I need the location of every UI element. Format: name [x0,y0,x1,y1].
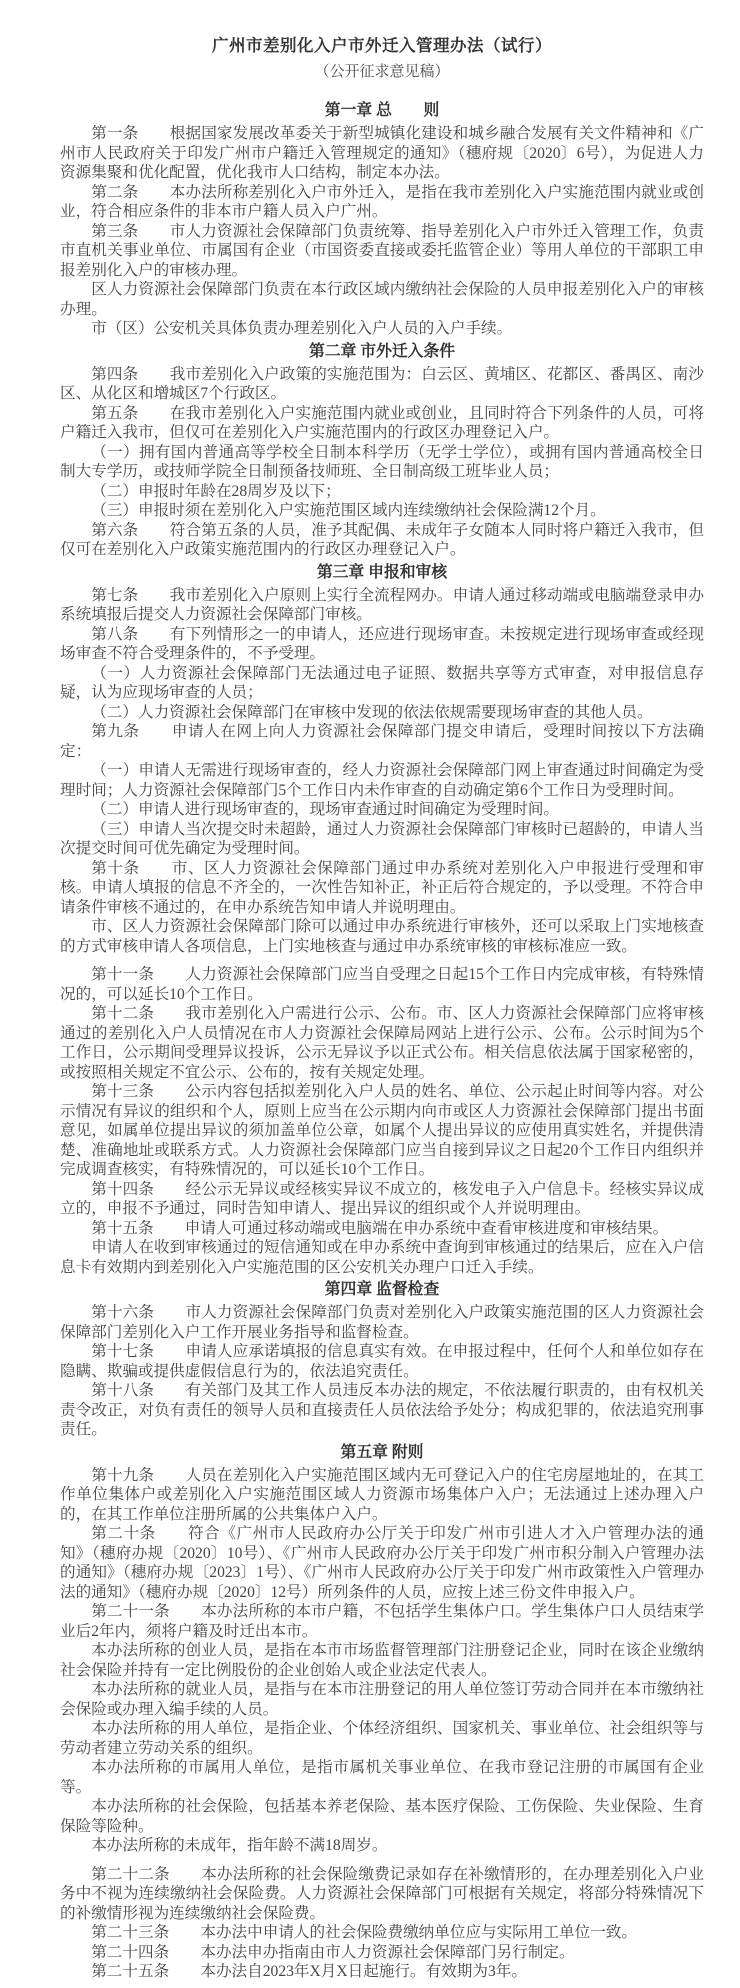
paragraph: 第十三条 公示内容包括拟差别化入户人员的姓名、单位、公示起止时间等内容。对公示情况有异议的组织和个人，原则上应当在公示期内向市或区人力资源社会保障部门提出书面意见，如属单位提出异议的须加盖单位公章，如属个人提出异议的应使用真实姓名，并提供清楚、准确地址或联系方式。人力资源社会保障部门应当自接到异议之日起20个工作日内组织并完成调查核实，有特殊情况的，可以延长10个工作日。 [60,1083,704,1178]
document-body [60,98,704,1982]
chapter-heading: 第四章 监督检查 [324,1281,440,1298]
paragraph: 市（区）公安机关具体负责办理差别化入户人员的入户手续。 [91,320,513,337]
paragraph: 第十二条 我市差别化入户需进行公示、公布。市、区人力资源社会保障部门应将审核通过的差别化入户人员情况在市人力资源社会保障局网站上进行公示、公布。公示时间为5个工作日，公示期间受理异议投诉，公示无异议予以正式公布。相关信息依法属于国家秘密的，或按照相关规定不宜公示、公布的，按有关规定处理。 [60,1005,704,1081]
chapter-heading: 第一章 总 则 [324,102,440,119]
paragraph: 第十六条 市人力资源社会保障部门负责对差别化入户政策实施范围的区人力资源社会保障部门差别化入户工作开展业务指导和监督检查。 [60,1304,704,1341]
paragraph: 第一条 根据国家发展改革委关于新型城镇化建设和城乡融合发展有关文件精神和《广州市人民政府关于印发广州市户籍迁入管理规定的通知》（穗府规〔2020〕6号），为促进人力资源集聚和优化配置，优化我市人口结构，制定本办法。 [60,125,704,181]
paragraph: 第十一条 人力资源社会保障部门应当自受理之日起15个工作日内完成审核，有特殊情况的，可以延长10个工作日。 [60,966,704,1003]
paragraph: 申请人在收到审核通过的短信通知或在申办系统中查询到审核通过的结果后，应在入户信息卡有效期内到差别化入户实施范围的区公安机关办理户口迁入手续。 [60,1239,704,1276]
paragraph: （三）申请人当次提交时未超龄，通过人力资源社会保障部门审核时已超龄的，申请人当次提交时间可优先确定为受理时间。 [60,820,704,857]
paragraph: 第二十一条 本办法所称的本市户籍，不包括学生集体户口。学生集体户口人员结束学业后2年内，须将户籍及时迁出本市。 [60,1603,704,1640]
paragraph: （一）人力资源社会保障部门无法通过电子证照、数据共享等方式审查，对申报信息存疑，认为应现场审查的人员； [60,664,704,701]
paragraph: 第二十五条 本办法自2023年X月X日起施行。有效期为3年。 [91,1963,527,1980]
paragraph: 第三条 市人力资源社会保障部门负责统筹、指导差别化入户市外迁入管理工作，负责市直机关事业单位、市属国有企业（市国资委直接或委托监管企业）等用人单位的干部职工申报差别化入户的审核办理。 [60,222,704,279]
paragraph: （二）人力资源社会保障部门在审核中发现的依法依规需要现场审查的其他人员。 [91,703,653,721]
paragraph: （二）申报时年龄在28周岁及以下； [91,482,341,500]
paragraph: 第十九条 人员在差别化入户实施范围区域内无可登记入户的住宅房屋地址的，在其工作单位集体户或差别化入户实施范围区域人力资源市场集体户入户；无法通过上述办理入户的，在其工作单位注册所属的公共集体户入户。 [60,1466,704,1523]
paragraph: 本办法所称的市属用人单位，是指市属机关事业单位、在我市登记注册的市属国有企业等。 [60,1759,704,1796]
paragraph: 本办法所称的未成年，指年龄不满18周岁。 [91,1837,388,1854]
document-subtitle: （公开征求意见稿） [314,64,450,80]
paragraph: 第二十二条 本办法所称的社会保险缴费记录如存在补缴情形的，在办理差别化入户业务中不视为连续缴纳社会保险费。人力资源社会保障部门可根据有关规定，将部分特殊情况下的补缴情形视为连续缴纳社会保险费。 [60,1865,704,1922]
paragraph: 区人力资源社会保障部门负责在本行政区域内缴纳社会保险的人员申报差别化入户的审核办理。 [60,281,704,318]
chapter-heading: 第二章 市外迁入条件 [308,342,456,360]
paragraph: 第十七条 申请人应承诺填报的信息真实有效。在申报过程中，任何个人和单位如存在隐瞒、欺骗或提供虚假信息行为的，依法追究责任。 [60,1343,704,1380]
paragraph: 第十八条 有关部门及其工作人员违反本办法的规定，不依法履行职责的，由有权机关责令改正，对负有责任的领导人员和直接责任人员依法给予处分；构成犯罪的，依法追究刑事责任。 [60,1382,704,1438]
paragraph: 第十四条 经公示无异议或经核实异议不成立的，核发电子入户信息卡。经核实异议成立的，申报不予通过，同时告知申请人、提出异议的组织或个人并说明理由。 [60,1180,704,1217]
paragraph: 第二十条 符合《广州市人民政府办公厅关于印发广州市引进人才入户管理办法的通知》（穗府办规〔2020〕10号）、《广州市人民政府办公厅关于印发广州市积分制入户管理办法的通知》（穗府办规〔2023〕1号）、《广州市人民政府办公厅关于印发广州市政策性入户管理办法的通知》（穗府办规〔2020〕12号）所列条件的人员，应按上述三份文件申报入户。 [60,1525,704,1601]
paragraph: （三）申报时须在差别化入户实施范围区域内连续缴纳社会保险满12个月。 [91,502,606,519]
paragraph: 第十条 市、区人力资源社会保障部门通过申办系统对差别化入户申报进行受理和审核。申请人填报的信息不齐全的，一次性告知补正，补正后符合规定的，予以受理。不符合申请条件审核不通过的，在申办系统告知申请人并说明理由。 [60,859,704,916]
paragraph: （二）申请人进行现场审查的，现场审查通过时间确定为受理时间。 [91,801,560,818]
paragraph: 市、区人力资源社会保障部门除可以通过申办系统进行审核外，还可以采取上门实地核查的方式审核申请人各项信息，上门实地核查与通过申办系统审核的审核标准应一致。 [60,918,704,955]
paragraph: 第八条 有下列情形之一的申请人，还应进行现场审查。未按规定进行现场审查或经现场审查不符合受理条件的，不予受理。 [60,625,704,662]
paragraph: 第十五条 申请人可通过移动端或电脑端在申办系统中查看审核进度和审核结果。 [91,1219,669,1237]
paragraph: 第二条 本办法所称差别化入户市外迁入，是指在我市差别化入户实施范围内就业或创业，符合相应条件的非本市户籍人员入户广州。 [60,183,704,220]
paragraph: （一）拥有国内普通高等学校全日制本科学历（无学士学位），或拥有国内普通高校全日制大专学历，或技师学院全日制预备技师班、全日制高级工班毕业人员； [60,443,704,480]
paragraph: 本办法所称的创业人员，是指在本市市场监督管理部门注册登记企业，同时在该企业缴纳社会保险并持有一定比例股份的企业创始人或企业法定代表人。 [60,1642,704,1679]
paragraph: 第四条 我市差别化入户政策的实施范围为：白云区、黄埔区、花都区、番禺区、南沙区、从化区和增城区7个行政区。 [60,365,704,402]
paragraph: 本办法所称的就业人员，是指与在本市注册登记的用人单位签订劳动合同并在本市缴纳社会保险或办理入编手续的人员。 [60,1681,704,1718]
paragraph: 本办法所称的社会保险，包括基本养老保险、基本医疗保险、工伤保险、失业保险、生育保险等险种。 [60,1798,704,1835]
document-title: 广州市差别化入户市外迁入管理办法（试行） [212,36,552,55]
paragraph: 第六条 符合第五条的人员，准予其配偶、未成年子女随本人同时将户籍迁入我市，但仅可在差别化入户政策实施范围内的行政区办理登记入户。 [60,521,704,558]
paragraph: 第五条 在我市差别化入户实施范围内就业或创业，且同时符合下列条件的人员，可将户籍迁入我市，但仅可在差别化入户实施范围内的行政区办理登记入户。 [60,404,704,441]
chapter-heading: 第三章 申报和审核 [316,563,448,581]
chapter-heading: 第五章 附则 [340,1443,424,1461]
paragraph: 第七条 我市差别化入户原则上实行全流程网办。申请人通过移动端或电脑端登录申办系统填报后提交人力资源社会保障部门审核。 [60,586,704,623]
paragraph: （一）申请人无需进行现场审查的，经人力资源社会保障部门网上审查通过时间确定为受理时间；人力资源社会保障部门5个工作日内未作审查的自动确定第6个工作日为受理时间。 [60,762,704,799]
paragraph: 本办法所称的用人单位，是指企业、个体经济组织、国家机关、事业单位、社会组织等与劳动者建立劳动关系的组织。 [60,1720,704,1757]
paragraph: 第二十三条 本办法中申请人的社会保险费缴纳单位应与实际用工单位一致。 [91,1924,637,1941]
paragraph: 第二十四条 本办法申办指南由市人力资源社会保障部门另行制定。 [91,1943,575,1961]
paragraph: 第九条 申请人在网上向人力资源社会保障部门提交申请后，受理时间按以下方法确定： [60,723,704,760]
